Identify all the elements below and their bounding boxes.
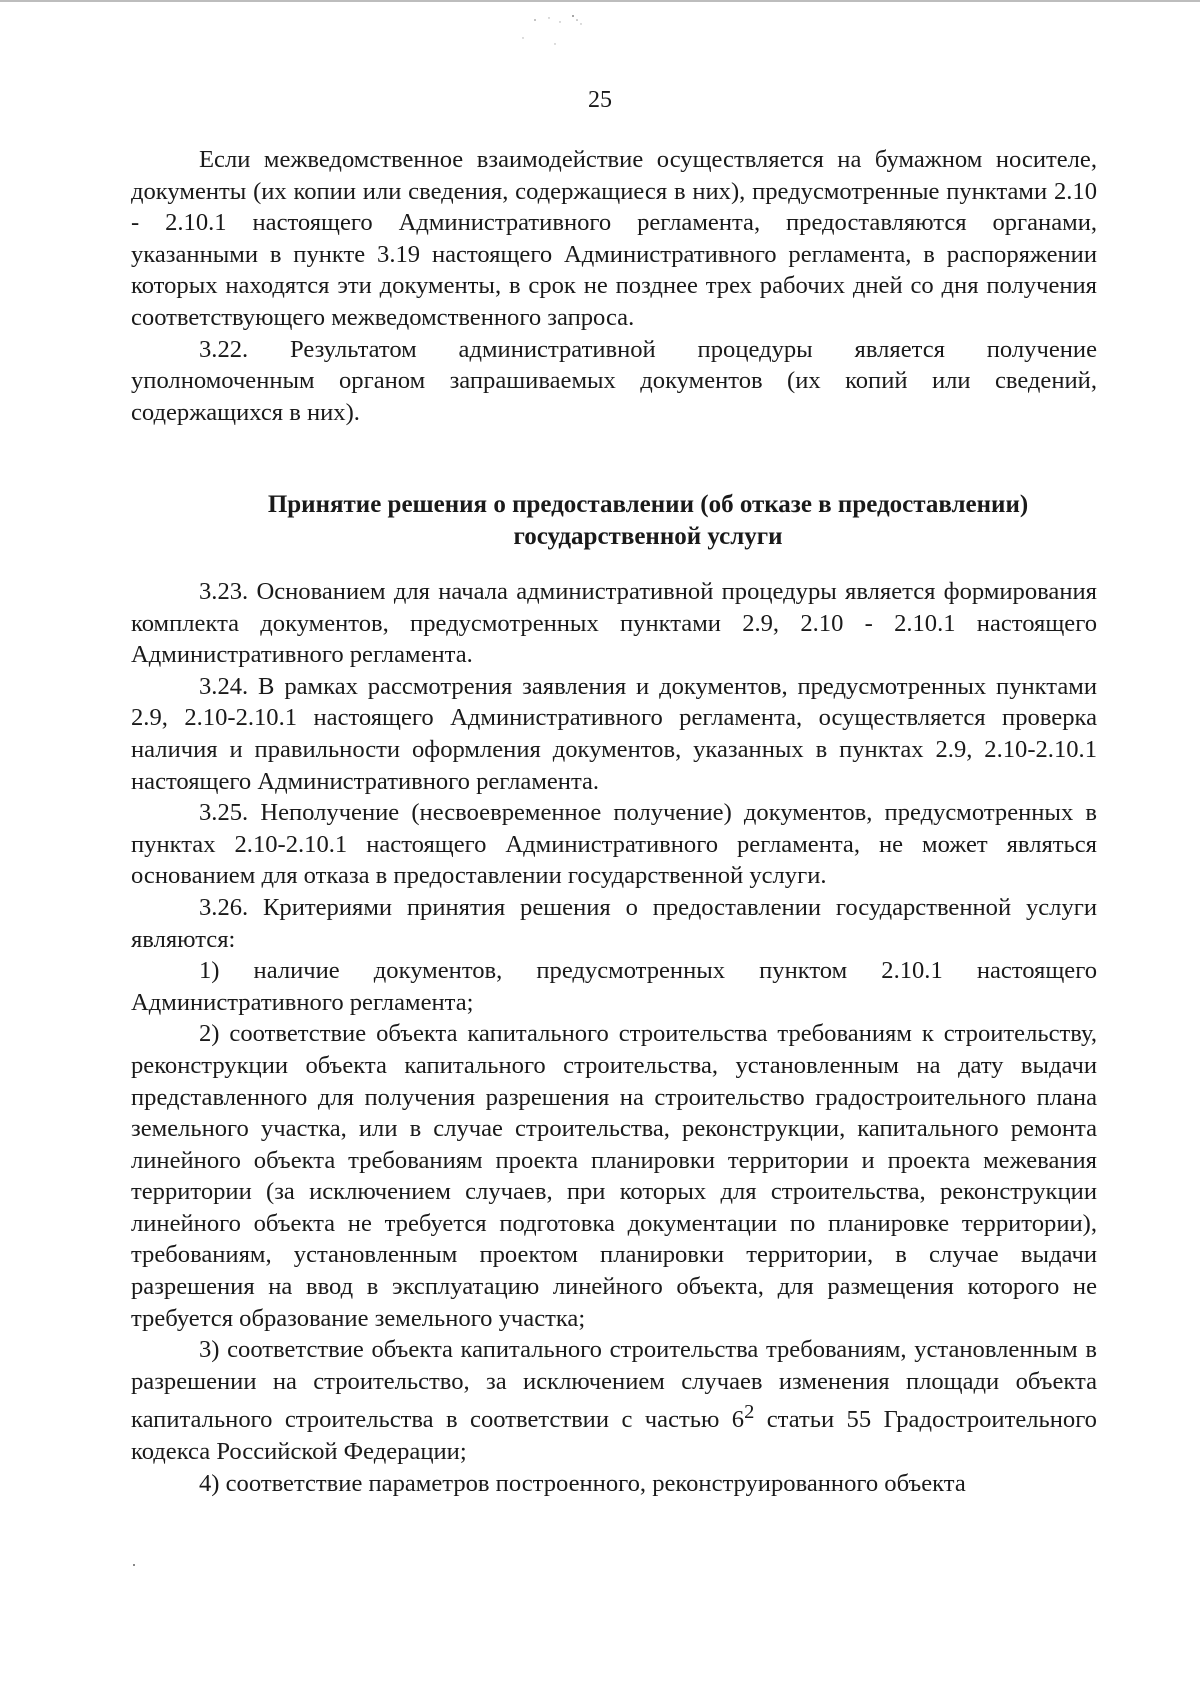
paragraph: 3.22. Результатом административной процедуры является получение уполномоченным органом запрашиваемых документов (их копий или сведений, содержащихся в них). <box>131 335 1097 426</box>
scan-noise <box>515 8 625 58</box>
paragraph: 3.24. В рамках рассмотрения заявления и документов, предусмотренных пунктами 2.9, 2.10-2.10.1 настоящего Административного регламента, осуществляется проверка наличия и правильности оформления документов, указанных в пунктах 2.9, 2.10-2.10.1 настоящего Административного регламента. <box>131 672 1097 795</box>
list-item-text: 3) соответствие объекта капитального строительства требованиям, установленным в разрешении на строительство, за исключением случаев изменения площади объекта капитального строительства в соответствии с частью 6 <box>131 1336 1097 1434</box>
text-block-top <box>131 144 1097 428</box>
superscript: 2 <box>744 1401 755 1424</box>
list-item: 1) наличие документов, предусмотренных пунктом 2.10.1 настоящего Административного регламента; <box>131 957 1097 1016</box>
paragraph: 3.26. Критериями принятия решения о предоставлении государственной услуги являются: <box>131 893 1097 953</box>
list-item: 4) соответствие параметров построенного, реконструированного объекта <box>199 1469 966 1497</box>
section-heading-line: Принятие решения о предоставлении (об отказе в предоставлении) <box>267 491 1029 518</box>
list-item <box>131 1334 1097 1468</box>
page-number: 25 <box>588 87 612 113</box>
list-item-text: статьи 55 Градостроительного кодекса Российской Федерации; <box>131 1406 1097 1466</box>
paragraph: 3.25. Неполучение (несвоевременное получение) документов, предусмотренных в пунктах 2.10-2.10.1 настоящего Административного регламента, не может являться основанием для отказа в предоставлении государственной услуги. <box>131 799 1097 890</box>
scan-top-edge <box>0 0 1200 2</box>
section-heading-line: государственной услуги <box>513 523 783 550</box>
text-block-bottom <box>131 576 1097 1499</box>
paragraph: 3.23. Основанием для начала административной процедуры является формирования комплекта документов, предусмотренных пунктами 2.9, 2.10 - 2.10.1 настоящего Административного регламента. <box>131 578 1097 669</box>
section-heading <box>131 489 1097 553</box>
scan-speck <box>133 1564 135 1566</box>
paragraph: Если межведомственное взаимодействие осуществляется на бумажном носителе, документы (их копии или сведения, содержащиеся в них), предусмотренные пунктами 2.10 - 2.10.1 настоящего Административного регламента, предоставляются органами, указанными в пункте 3.19 настоящего Административного регламента, в распоряжении которых находятся эти документы, в срок не позднее трех рабочих дней со дня получения соответствующего межведомственного запроса. <box>131 146 1097 331</box>
list-item: 2) соответствие объекта капитального строительства требованиям к строительству, реконструкции объекта капитального строительства, установленным на дату выдачи представленного для получения разрешения на строительство градостроительного плана земельного участка, или в случае строительства, реконструкции, капитального ремонта линейного объекта требованиям проекта планировки территории и проекта межевания территории (за исключением случаев, при которых для строительства, реконструкции линейного объекта не требуется подготовка документации по планировке территории), требованиям, установленным проектом планировки территории, в случае выдачи разрешения на ввод в эксплуатацию линейного объекта, для размещения которого не требуется образование земельного участка; <box>131 1020 1097 1332</box>
